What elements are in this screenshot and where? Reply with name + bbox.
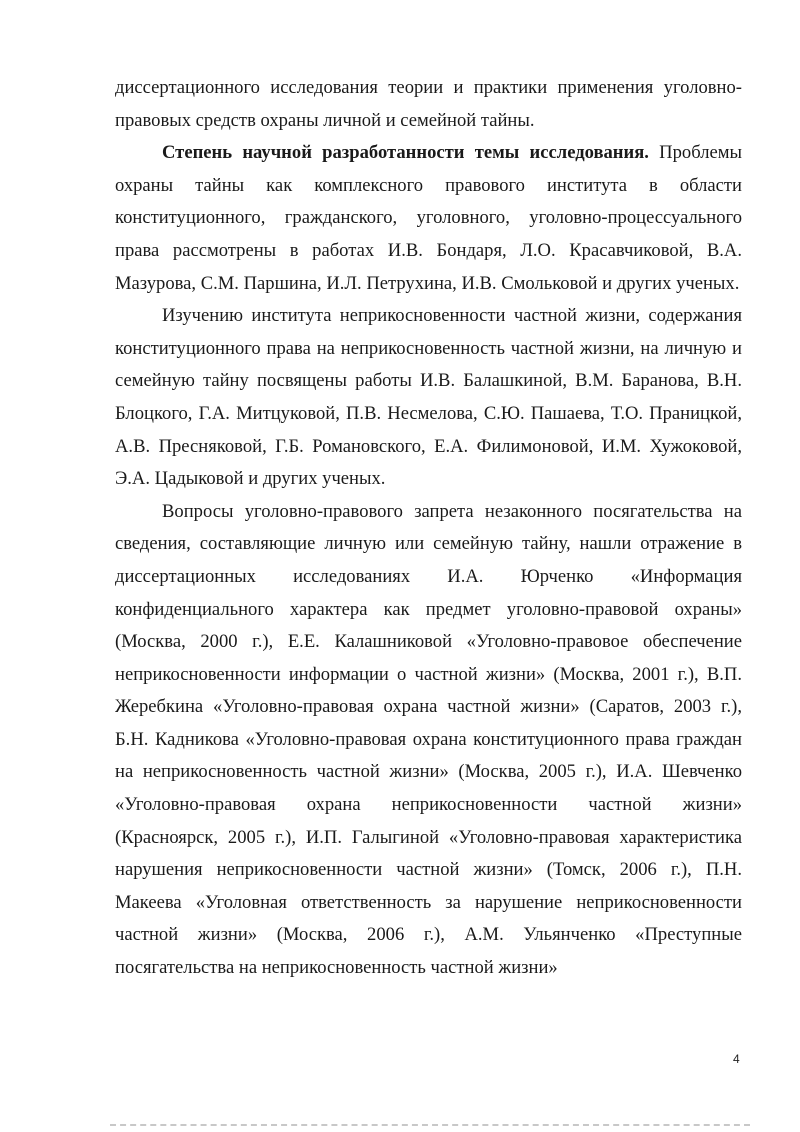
paragraph-heading: Степень научной разработанности темы исследования. [162, 142, 649, 164]
paragraph-text: Изучению института неприкосновенности частной жизни, содержания конституционного права на неприкосновенность частной жизни, на личную и семейную тайну посвящены работы И.В. Балашкиной, В.М. Баранова, В.Н. Блоцкого, Г.А. Митцуковой, П.В. Несмелова, С.Ю. Пашаева, Т.О. Праницкой, А.В. Пресняковой, Г.Б. Романовского, Е.А. Филимоновой, И.М. Хужоковой, Э.А. Цадыковой и других ученых. [115, 305, 742, 490]
paragraph-text: Вопросы уголовно-правового запрета незаконного посягательства на сведения, составляющие личную или семейную тайну, нашли отражение в диссертационных исследованиях И.А. Юрченко «Информация конфиденциального характера как предмет уголовно-правовой охраны» (Москва, 2000 г.), Е.Е. Калашниковой «Уголовно-правовое обеспечение неприкосновенности информации о частной жизни» (Москва, 2001 г.), В.П. Жеребкина «Уголовно-правовая охрана частной жизни» (Саратов, 2003 г.), Б.Н. Кадникова «Уголовно-правовая охрана конституционного права граждан на неприкосновенность частной жизни» (Москва, 2005 г.), И.А. Шевченко «Уголовно-правовая охрана неприкосновенности частной жизни» (Красноярск, 2005 г.), И.П. Галыгиной «Уголовно-правовая характеристика нарушения неприкосновенности частной жизни» (Томск, 2006 г.), П.Н. Макеева «Уголовная ответственность за нарушение неприкосновенности частной жизни» (Москва, 2006 г.), А.М. Ульянченко «Преступные посягательства на неприкосновенность частной жизни» [115, 500, 742, 979]
page-bottom-edge [110, 1124, 750, 1126]
paragraph-text: диссертационного исследования теории и практики применения уголовно-правовых средств охраны личной и семейной тайны. [115, 77, 742, 131]
page-number: 4 [733, 1052, 740, 1066]
paragraph-privacy-institute [115, 300, 742, 496]
paragraph-text: Проблемы охраны тайны как комплексного правового института в области конституционного, гражданского, уголовного, уголовно-процессуального права рассмотрены в работах И.В. Бондаря, Л.О. Красавчиковой, В.А. Мазурова, С.М. Паршина, И.Л. Петрухина, И.В. Смольковой и других ученых. [115, 142, 742, 294]
paragraph-continuation [115, 72, 742, 137]
body-text [115, 72, 742, 985]
paragraph-research-development [115, 137, 742, 300]
paragraph-dissertations [115, 496, 742, 985]
